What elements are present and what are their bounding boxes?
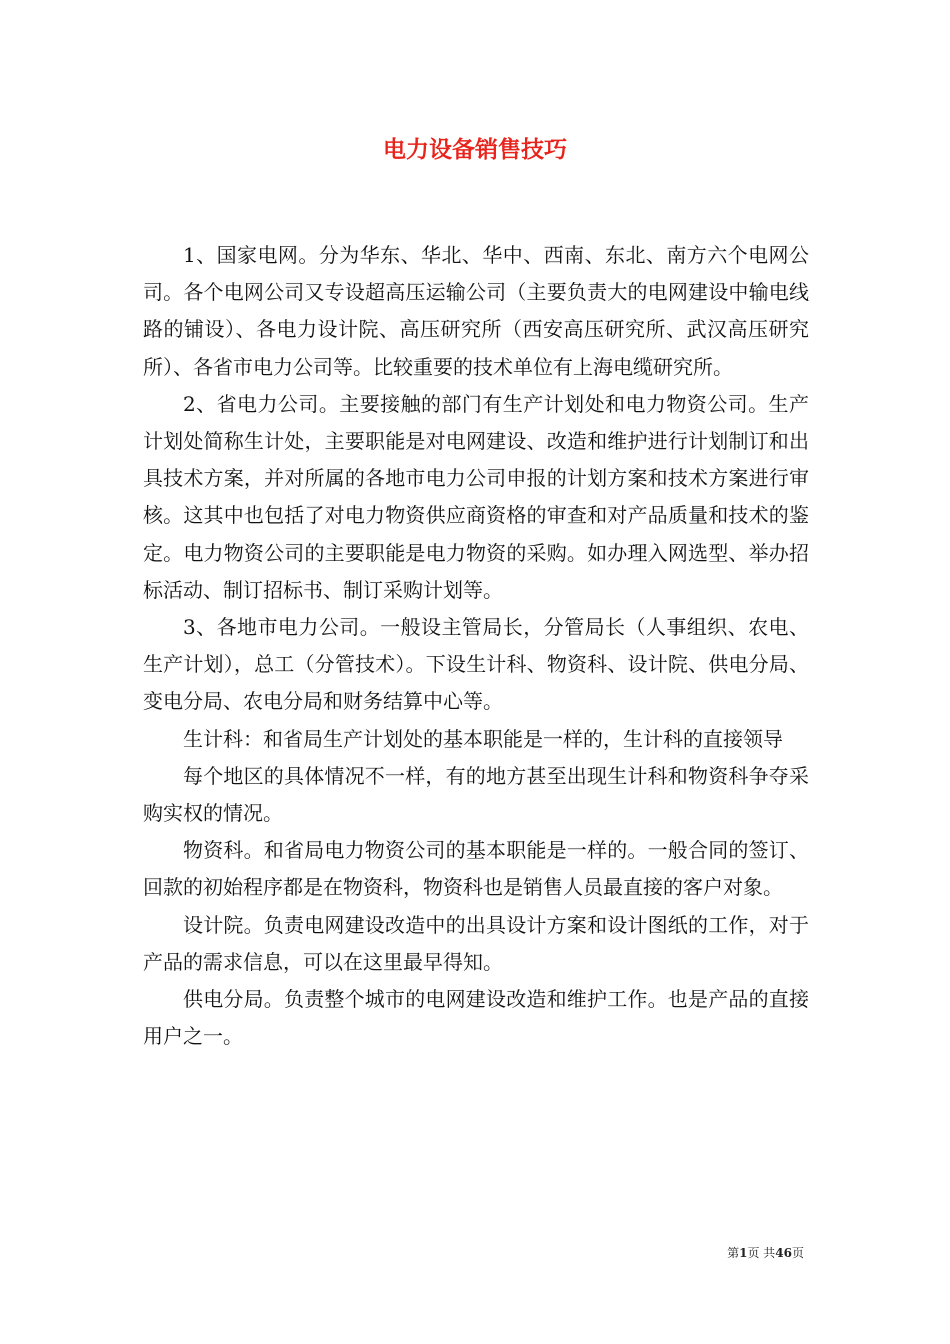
paragraph: 供电分局。负责整个城市的电网建设改造和维护工作。也是产品的直接用户之一。 bbox=[143, 987, 809, 1049]
page-number: 1 bbox=[739, 1246, 748, 1260]
footer-middle: 页 共 bbox=[747, 1246, 776, 1260]
paragraph: 物资科。和省局电力物资公司的基本职能是一样的。一般合同的签订、回款的初始程序都是在物资科，物资科也是销售人员最直接的客户对象。 bbox=[143, 838, 809, 900]
paragraph: 3、各地市电力公司。一般设主管局长，分管局长（人事组织、农电、生产计划），总工（分管技术）。下设生计科、物资科、设计院、供电分局、变电分局、农电分局和财务结算中心等。 bbox=[143, 615, 809, 714]
document-title: 电力设备销售技巧 bbox=[383, 136, 567, 163]
footer-prefix: 第 bbox=[727, 1246, 740, 1260]
paragraph: 设计院。负责电网建设改造中的出具设计方案和设计图纸的工作，对于产品的需求信息，可以在这里最早得知。 bbox=[143, 912, 809, 974]
paragraph: 1、国家电网。分为华东、华北、华中、西南、东北、南方六个电网公司。各个电网公司又专设超高压运输公司（主要负责大的电网建设中输电线路的铺设）、各电力设计院、高压研究所（西安高压研究所、武汉高压研究所）、各省市电力公司等。比较重要的技术单位有上海电缆研究所。 bbox=[143, 243, 809, 379]
paragraph: 每个地区的具体情况不一样，有的地方甚至出现生计科和物资科争夺采购实权的情况。 bbox=[143, 763, 809, 826]
document-body bbox=[143, 237, 809, 1055]
total-pages: 46 bbox=[775, 1246, 792, 1260]
footer-suffix: 页 bbox=[791, 1246, 804, 1260]
paragraph: 生计科：和省局生产计划处的基本职能是一样的，生计科的直接领导 bbox=[183, 726, 783, 751]
page-footer bbox=[727, 1243, 804, 1263]
paragraph: 2、省电力公司。主要接触的部门有生产计划处和电力物资公司。生产计划处简称生计处，主要职能是对电网建设、改造和维护进行计划制订和出具技术方案，并对所属的各地市电力公司申报的计划方案和技术方案进行审核。这其中也包括了对电力物资供应商资格的审查和对产品质量和技术的鉴定。电力物资公司的主要职能是电力物资的采购。如办理入网选型、举办招标活动、制订招标书、制订采购计划等。 bbox=[143, 391, 809, 602]
